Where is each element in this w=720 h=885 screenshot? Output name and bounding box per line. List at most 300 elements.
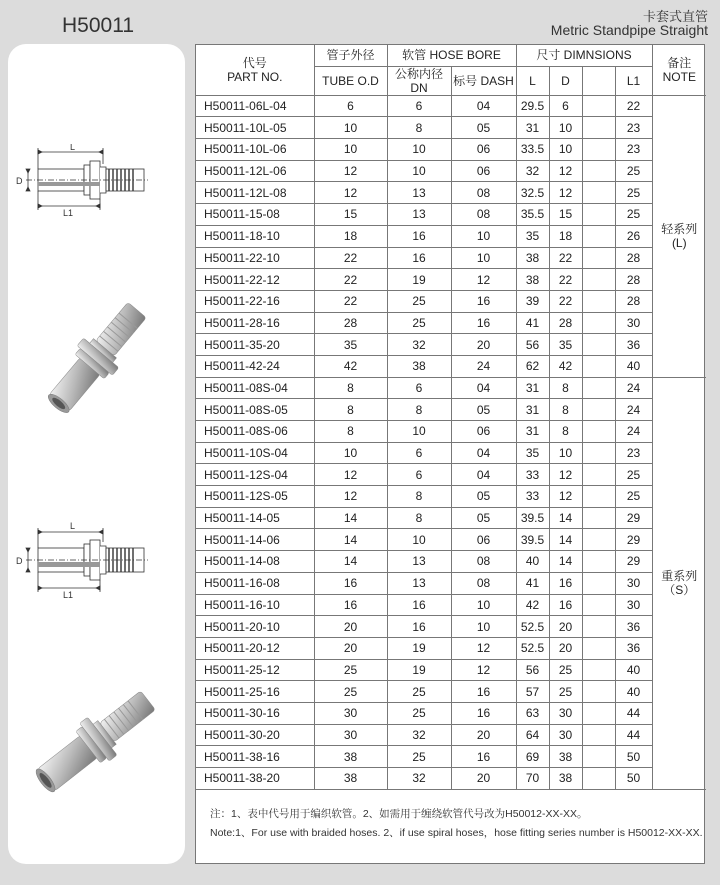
cell-l: 57	[516, 681, 549, 703]
cell-l1: 25	[615, 160, 652, 182]
cell-l: 32.5	[516, 182, 549, 204]
cell-blank	[582, 507, 615, 529]
cell-dash: 04	[451, 377, 516, 399]
table-row	[196, 507, 706, 529]
cell-dash: 04	[451, 442, 516, 464]
header-tube-cn: 管子外径	[314, 45, 387, 66]
cell-l1: 50	[615, 746, 652, 768]
cell-d: 25	[549, 659, 582, 681]
cell-part: H50011-16-08	[196, 572, 314, 594]
table-row	[196, 139, 706, 161]
header-note-cn: 备注	[667, 55, 692, 70]
cell-d: 22	[549, 290, 582, 312]
cell-dash: 10	[451, 594, 516, 616]
header-tube-en: TUBE O.D	[314, 66, 387, 95]
cell-dn: 19	[387, 269, 451, 291]
cell-l1: 24	[615, 421, 652, 443]
cell-dn: 10	[387, 160, 451, 182]
cell-part: H50011-25-16	[196, 681, 314, 703]
cell-dn: 25	[387, 746, 451, 768]
cell-part: H50011-12L-08	[196, 182, 314, 204]
series-note-cn: 轻系列	[661, 222, 698, 237]
cell-l: 56	[516, 334, 549, 356]
title-chinese: 卡套式直管	[642, 9, 708, 24]
table-row	[196, 464, 706, 486]
table-row	[196, 442, 706, 464]
cell-part: H50011-38-16	[196, 746, 314, 768]
cell-l: 38	[516, 269, 549, 291]
cell-l: 52.5	[516, 616, 549, 638]
cell-d: 38	[549, 768, 582, 790]
cell-tube: 16	[314, 572, 387, 594]
spec-table-body	[196, 95, 706, 789]
cell-part: H50011-08S-06	[196, 421, 314, 443]
cell-dn: 13	[387, 204, 451, 226]
cell-l: 31	[516, 117, 549, 139]
cell-dn: 13	[387, 551, 451, 573]
cell-tube: 22	[314, 290, 387, 312]
cell-l: 52.5	[516, 637, 549, 659]
footnote-chinese: 注：1、表中代号用于编织软管。2、如需用于缠绕软管代号改为H50012-XX-XX。	[210, 808, 588, 820]
cell-l1: 28	[615, 269, 652, 291]
cell-blank	[582, 486, 615, 508]
header-dimensions: 尺寸 DIMNSIONS	[516, 45, 652, 66]
cell-part: H50011-35-20	[196, 334, 314, 356]
cell-l1: 25	[615, 204, 652, 226]
cell-dn: 10	[387, 421, 451, 443]
cell-tube: 38	[314, 746, 387, 768]
cell-part: H50011-14-05	[196, 507, 314, 529]
cell-l1: 24	[615, 377, 652, 399]
cell-tube: 14	[314, 507, 387, 529]
illustration-panel	[8, 44, 185, 864]
cell-tube: 14	[314, 551, 387, 573]
cell-tube: 12	[314, 182, 387, 204]
cell-d: 22	[549, 247, 582, 269]
cell-d: 10	[549, 117, 582, 139]
table-row	[196, 334, 706, 356]
cell-dash: 04	[451, 95, 516, 117]
cell-d: 22	[549, 269, 582, 291]
table-row	[196, 182, 706, 204]
technical-drawing-heavy	[8, 520, 185, 600]
cell-l: 39	[516, 290, 549, 312]
cell-d: 42	[549, 355, 582, 377]
cell-l: 39.5	[516, 507, 549, 529]
cell-dn: 13	[387, 572, 451, 594]
cell-dash: 16	[451, 702, 516, 724]
dim-label-l-heavy: L	[70, 521, 76, 531]
cell-l: 70	[516, 768, 549, 790]
cell-blank	[582, 269, 615, 291]
cell-l: 35	[516, 225, 549, 247]
header-hose-bore: 软管 HOSE BORE	[387, 45, 516, 66]
cell-dash: 05	[451, 399, 516, 421]
table-row	[196, 290, 706, 312]
cell-tube: 42	[314, 355, 387, 377]
cell-blank	[582, 702, 615, 724]
fitting-render-light	[8, 294, 185, 424]
cell-dash: 05	[451, 507, 516, 529]
model-number: H50011	[62, 14, 135, 37]
cell-tube: 35	[314, 334, 387, 356]
cell-dn: 25	[387, 290, 451, 312]
cell-dash: 16	[451, 681, 516, 703]
cell-l1: 23	[615, 442, 652, 464]
cell-tube: 12	[314, 464, 387, 486]
header-part-en: PART NO.	[227, 69, 283, 84]
cell-dn: 32	[387, 334, 451, 356]
table-row	[196, 768, 706, 790]
cell-dn: 8	[387, 399, 451, 421]
cell-part: H50011-30-16	[196, 702, 314, 724]
series-note	[652, 95, 706, 377]
cell-dash: 08	[451, 204, 516, 226]
table-row	[196, 117, 706, 139]
table-row	[196, 486, 706, 508]
cell-blank	[582, 312, 615, 334]
cell-l: 62	[516, 355, 549, 377]
cell-part: H50011-38-20	[196, 768, 314, 790]
header-dim-l: L	[516, 66, 549, 95]
header-dim-blank	[582, 66, 615, 95]
cell-l: 31	[516, 399, 549, 421]
cell-d: 30	[549, 724, 582, 746]
cell-blank	[582, 247, 615, 269]
cell-dn: 8	[387, 486, 451, 508]
cell-part: H50011-16-10	[196, 594, 314, 616]
table-row	[196, 594, 706, 616]
cell-l: 31	[516, 421, 549, 443]
table-row	[196, 355, 706, 377]
cell-l: 63	[516, 702, 549, 724]
series-note-en: （S）	[663, 583, 696, 598]
cell-d: 20	[549, 616, 582, 638]
cell-dash: 12	[451, 269, 516, 291]
cell-dn: 25	[387, 312, 451, 334]
cell-d: 35	[549, 334, 582, 356]
cell-blank	[582, 399, 615, 421]
cell-d: 18	[549, 225, 582, 247]
table-row	[196, 724, 706, 746]
cell-d: 8	[549, 399, 582, 421]
cell-tube: 20	[314, 637, 387, 659]
cell-blank	[582, 421, 615, 443]
cell-part: H50011-12L-06	[196, 160, 314, 182]
cell-tube: 14	[314, 529, 387, 551]
cell-l1: 30	[615, 594, 652, 616]
cell-tube: 8	[314, 399, 387, 421]
table-row	[196, 95, 706, 117]
cell-part: H50011-08S-04	[196, 377, 314, 399]
cell-part: H50011-30-20	[196, 724, 314, 746]
cell-l: 40	[516, 551, 549, 573]
cell-part: H50011-08S-05	[196, 399, 314, 421]
cell-tube: 30	[314, 702, 387, 724]
cell-blank	[582, 95, 615, 117]
cell-l: 35.5	[516, 204, 549, 226]
cell-blank	[582, 529, 615, 551]
cell-l1: 40	[615, 355, 652, 377]
cell-d: 8	[549, 377, 582, 399]
cell-dn: 32	[387, 768, 451, 790]
cell-tube: 10	[314, 442, 387, 464]
cell-dash: 20	[451, 724, 516, 746]
header-part-cn: 代号	[242, 55, 267, 70]
cell-dn: 10	[387, 529, 451, 551]
cell-l: 33	[516, 486, 549, 508]
cell-l1: 29	[615, 529, 652, 551]
cell-dn: 16	[387, 247, 451, 269]
cell-tube: 22	[314, 269, 387, 291]
cell-part: H50011-42-24	[196, 355, 314, 377]
cell-l1: 28	[615, 290, 652, 312]
cell-blank	[582, 464, 615, 486]
cell-d: 38	[549, 746, 582, 768]
cell-tube: 12	[314, 486, 387, 508]
cell-l1: 44	[615, 724, 652, 746]
table-row	[196, 204, 706, 226]
cell-part: H50011-25-12	[196, 659, 314, 681]
cell-blank	[582, 182, 615, 204]
cell-l: 35	[516, 442, 549, 464]
cell-tube: 38	[314, 768, 387, 790]
cell-tube: 8	[314, 421, 387, 443]
cell-part: H50011-18-10	[196, 225, 314, 247]
cell-dash: 08	[451, 572, 516, 594]
cell-dash: 04	[451, 464, 516, 486]
header-dim-l1: L1	[615, 66, 652, 95]
cell-blank	[582, 442, 615, 464]
cell-d: 10	[549, 139, 582, 161]
cell-tube: 22	[314, 247, 387, 269]
cell-tube: 12	[314, 160, 387, 182]
cell-l1: 28	[615, 247, 652, 269]
cell-dn: 6	[387, 377, 451, 399]
cell-dash: 08	[451, 182, 516, 204]
cell-l1: 36	[615, 616, 652, 638]
cell-blank	[582, 117, 615, 139]
series-note-cn: 重系列	[661, 569, 698, 584]
cell-part: H50011-10S-04	[196, 442, 314, 464]
cell-blank	[582, 681, 615, 703]
cell-d: 28	[549, 312, 582, 334]
cell-blank	[582, 659, 615, 681]
cell-dash: 10	[451, 616, 516, 638]
cell-dn: 16	[387, 225, 451, 247]
cell-tube: 10	[314, 117, 387, 139]
cell-part: H50011-22-12	[196, 269, 314, 291]
cell-l1: 30	[615, 572, 652, 594]
cell-dash: 05	[451, 117, 516, 139]
cell-l: 39.5	[516, 529, 549, 551]
cell-part: H50011-10L-06	[196, 139, 314, 161]
cell-l: 31	[516, 377, 549, 399]
table-row	[196, 637, 706, 659]
cell-dash: 12	[451, 659, 516, 681]
cell-dn: 13	[387, 182, 451, 204]
cell-blank	[582, 637, 615, 659]
cell-tube: 28	[314, 312, 387, 334]
cell-tube: 25	[314, 659, 387, 681]
cell-d: 12	[549, 464, 582, 486]
table-row	[196, 269, 706, 291]
cell-l1: 40	[615, 681, 652, 703]
cell-d: 10	[549, 442, 582, 464]
cell-blank	[582, 139, 615, 161]
cell-blank	[582, 204, 615, 226]
cell-l1: 36	[615, 637, 652, 659]
table-row	[196, 160, 706, 182]
header-note	[652, 45, 706, 95]
cell-l1: 24	[615, 399, 652, 421]
cell-part: H50011-15-08	[196, 204, 314, 226]
cell-part: H50011-06L-04	[196, 95, 314, 117]
table-row	[196, 681, 706, 703]
cell-dn: 16	[387, 594, 451, 616]
cell-l: 38	[516, 247, 549, 269]
cell-dn: 6	[387, 95, 451, 117]
cell-blank	[582, 160, 615, 182]
cell-dn: 8	[387, 117, 451, 139]
cell-d: 12	[549, 182, 582, 204]
cell-l1: 50	[615, 768, 652, 790]
cell-dash: 10	[451, 225, 516, 247]
cell-dn: 16	[387, 616, 451, 638]
header-hose-dash: 标号 DASH	[451, 66, 516, 95]
cell-part: H50011-28-16	[196, 312, 314, 334]
dim-label-d: D	[16, 176, 23, 186]
cell-l1: 25	[615, 464, 652, 486]
cell-dash: 06	[451, 160, 516, 182]
cell-blank	[582, 572, 615, 594]
table-row	[196, 572, 706, 594]
footnotes	[210, 805, 703, 843]
dim-label-l: L	[70, 144, 76, 152]
cell-d: 25	[549, 681, 582, 703]
dim-label-l1: L1	[63, 208, 74, 218]
cell-tube: 30	[314, 724, 387, 746]
cell-l: 64	[516, 724, 549, 746]
cell-d: 30	[549, 702, 582, 724]
cell-blank	[582, 355, 615, 377]
cell-d: 14	[549, 551, 582, 573]
cell-l: 69	[516, 746, 549, 768]
cell-l: 33.5	[516, 139, 549, 161]
cell-blank	[582, 290, 615, 312]
cell-blank	[582, 594, 615, 616]
cell-dn: 38	[387, 355, 451, 377]
cell-l1: 25	[615, 182, 652, 204]
cell-blank	[582, 724, 615, 746]
cell-dash: 16	[451, 746, 516, 768]
cell-blank	[582, 768, 615, 790]
cell-tube: 15	[314, 204, 387, 226]
cell-dash: 20	[451, 768, 516, 790]
table-row	[196, 399, 706, 421]
cell-dn: 19	[387, 659, 451, 681]
table-row	[196, 247, 706, 269]
cell-blank	[582, 616, 615, 638]
cell-l1: 36	[615, 334, 652, 356]
spec-panel	[195, 44, 705, 864]
cell-l: 41	[516, 312, 549, 334]
cell-l: 42	[516, 594, 549, 616]
cell-blank	[582, 746, 615, 768]
cell-tube: 6	[314, 95, 387, 117]
cell-part: H50011-12S-04	[196, 464, 314, 486]
cell-d: 12	[549, 486, 582, 508]
technical-drawing-light	[8, 144, 185, 219]
cell-dash: 16	[451, 312, 516, 334]
cell-tube: 8	[314, 377, 387, 399]
cell-l1: 29	[615, 551, 652, 573]
cell-dash: 08	[451, 551, 516, 573]
cell-l: 56	[516, 659, 549, 681]
header-hose-dn: 公称内径DN	[387, 66, 451, 95]
dim-label-l1-heavy: L1	[63, 590, 74, 600]
cell-tube: 20	[314, 616, 387, 638]
cell-l1: 40	[615, 659, 652, 681]
cell-d: 8	[549, 421, 582, 443]
table-row	[196, 225, 706, 247]
cell-tube: 18	[314, 225, 387, 247]
cell-dash: 06	[451, 421, 516, 443]
cell-tube: 25	[314, 681, 387, 703]
cell-part: H50011-20-12	[196, 637, 314, 659]
cell-d: 15	[549, 204, 582, 226]
header-note-en: NOTE	[662, 69, 696, 84]
cell-l1: 30	[615, 312, 652, 334]
cell-d: 16	[549, 572, 582, 594]
table-row	[196, 312, 706, 334]
cell-l1: 22	[615, 95, 652, 117]
cell-dash: 12	[451, 637, 516, 659]
series-note	[652, 377, 706, 789]
cell-part: H50011-10L-05	[196, 117, 314, 139]
table-row	[196, 377, 706, 399]
title-english: Metric Standpipe Straight	[550, 22, 708, 38]
dim-label-d-heavy: D	[16, 556, 23, 566]
table-row	[196, 659, 706, 681]
cell-d: 20	[549, 637, 582, 659]
cell-l: 41	[516, 572, 549, 594]
table-row	[196, 702, 706, 724]
cell-part: H50011-12S-05	[196, 486, 314, 508]
table-row	[196, 529, 706, 551]
cell-dn: 6	[387, 464, 451, 486]
footnote-english: Note:1、For use with braided hoses. 2、if use spiral hoses，hose fitting series number is H50012-XX-XX.	[210, 827, 703, 839]
cell-l1: 44	[615, 702, 652, 724]
cell-dash: 24	[451, 355, 516, 377]
cell-dash: 06	[451, 139, 516, 161]
cell-blank	[582, 334, 615, 356]
cell-dn: 8	[387, 507, 451, 529]
cell-l1: 26	[615, 225, 652, 247]
series-note-en: (L)	[671, 236, 687, 251]
cell-dn: 19	[387, 637, 451, 659]
cell-dn: 6	[387, 442, 451, 464]
table-row	[196, 616, 706, 638]
cell-dash: 06	[451, 529, 516, 551]
cell-dash: 10	[451, 247, 516, 269]
fitting-render-heavy	[8, 676, 185, 806]
cell-dash: 16	[451, 290, 516, 312]
cell-d: 12	[549, 160, 582, 182]
header-dim-d: D	[549, 66, 582, 95]
header-part-no	[196, 45, 314, 95]
cell-l: 33	[516, 464, 549, 486]
